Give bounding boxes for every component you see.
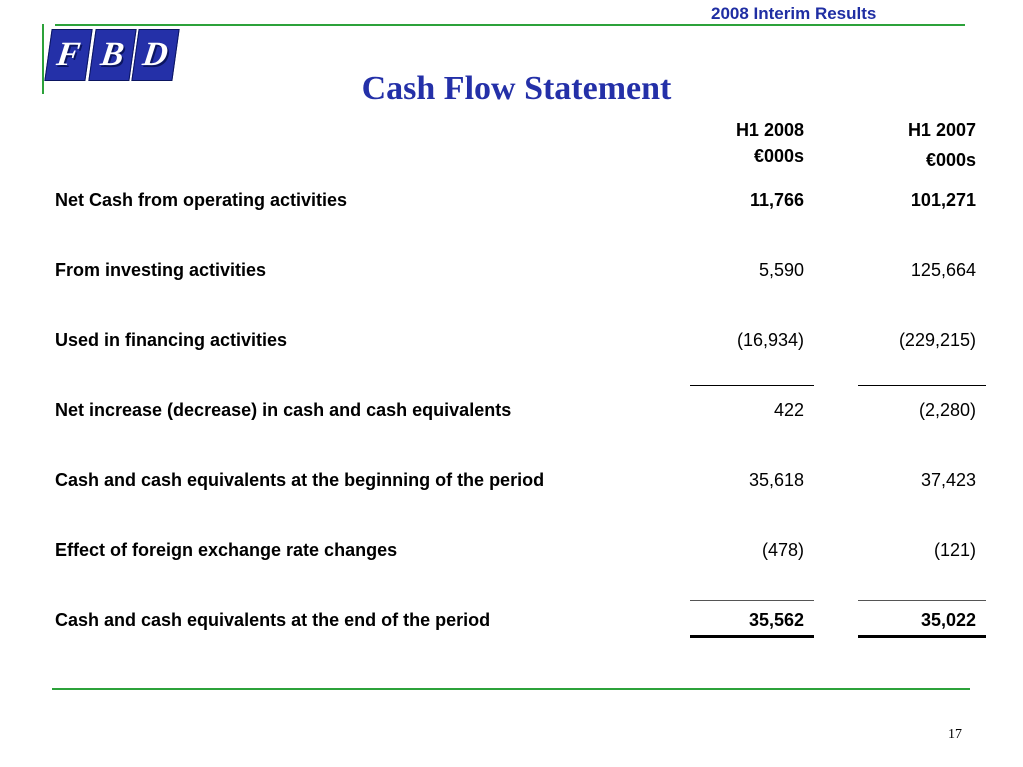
row-label: From investing activities — [55, 260, 267, 280]
page-title: Cash Flow Statement — [361, 70, 672, 107]
value-h1-2008: (16,934) — [736, 330, 804, 350]
column-period: H1 2007 — [907, 120, 976, 140]
table-row — [0, 398, 1023, 422]
total-rule-top — [858, 600, 986, 601]
value-h1-2007: 125,664 — [910, 260, 976, 280]
value-h1-2008: 422 — [773, 400, 804, 420]
top-divider — [55, 24, 965, 26]
table-row — [0, 188, 1023, 212]
logo-letter-f: F — [44, 29, 92, 81]
column-header-h1-2007 — [858, 117, 976, 173]
subtotal-rule — [690, 385, 814, 386]
value-h1-2007: 37,423 — [920, 470, 976, 490]
row-label: Net increase (decrease) in cash and cash equivalents — [55, 400, 512, 420]
value-h1-2008: (478) — [761, 540, 804, 560]
subtotal-rule — [858, 385, 986, 386]
logo-letter-b: B — [88, 29, 136, 81]
total-rule-bottom — [858, 635, 986, 638]
table-row — [0, 468, 1023, 492]
table-row — [0, 608, 1023, 632]
value-h1-2008: 35,562 — [748, 610, 804, 630]
total-rule-top — [690, 600, 814, 601]
logo-letter-d: D — [132, 29, 180, 81]
column-unit: €000s — [925, 150, 976, 170]
row-label: Net Cash from operating activities — [55, 190, 348, 210]
row-label: Effect of foreign exchange rate changes — [55, 540, 398, 560]
value-h1-2007: (121) — [933, 540, 976, 560]
total-rule-bottom — [690, 635, 814, 638]
header-label: 2008 Interim Results — [711, 4, 877, 23]
value-h1-2008: 11,766 — [749, 190, 804, 210]
value-h1-2007: (2,280) — [918, 400, 976, 420]
value-h1-2008: 5,590 — [758, 260, 804, 280]
column-unit: €000s — [753, 146, 804, 166]
value-h1-2007: 35,022 — [920, 610, 976, 630]
value-h1-2008: 35,618 — [748, 470, 804, 490]
row-label: Cash and cash equivalents at the end of the period — [55, 610, 491, 630]
table-row — [0, 328, 1023, 352]
column-period: H1 2008 — [735, 120, 804, 140]
value-h1-2007: 101,271 — [910, 190, 976, 210]
row-label: Used in financing activities — [55, 330, 288, 350]
page-number: 17 — [948, 727, 962, 742]
column-header-h1-2008 — [690, 117, 804, 169]
table-row — [0, 538, 1023, 562]
row-label: Cash and cash equivalents at the beginning of the period — [55, 470, 545, 490]
bottom-divider — [52, 688, 970, 690]
value-h1-2007: (229,215) — [898, 330, 976, 350]
table-row — [0, 258, 1023, 282]
